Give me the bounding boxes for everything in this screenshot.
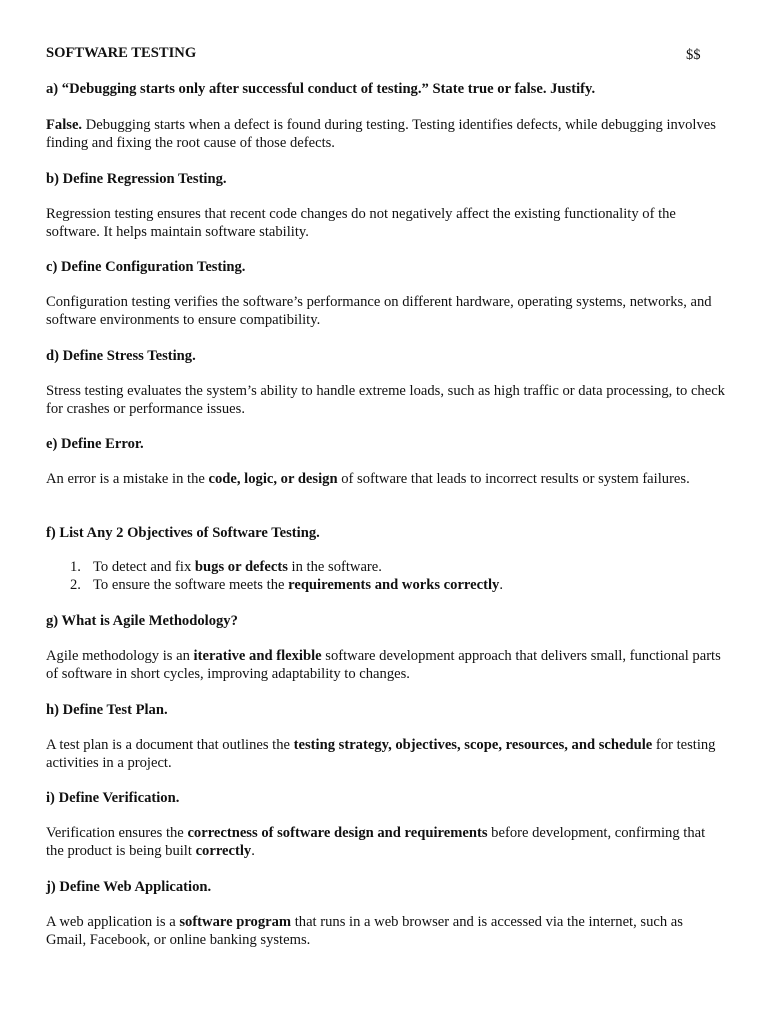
answer-j xyxy=(46,913,726,949)
question-i: i) Define Verification. xyxy=(46,790,180,806)
list-text-pre: To detect and fix xyxy=(93,559,195,575)
list-number: 1. xyxy=(70,559,81,575)
answer-i-bold: correctness of software design and requirements xyxy=(187,825,488,841)
document-tag: $$ xyxy=(686,47,701,63)
answer-i-text-end: . xyxy=(251,843,255,859)
question-e: e) Define Error. xyxy=(46,436,144,452)
answer-i-bold-2: correctly xyxy=(195,843,252,859)
question-h: h) Define Test Plan. xyxy=(46,702,168,718)
list-text-bold: bugs or defects xyxy=(194,559,288,575)
list-text xyxy=(93,558,382,576)
answer-e-text-end: of software that leads to incorrect results or system failures. xyxy=(337,471,690,487)
answer-j-bold: software program xyxy=(179,914,292,930)
answer-a-text: Debugging starts when a defect is found during testing. Testing identifies defects, while debugging involves finding and fixing the root cause of those defects. xyxy=(46,117,716,151)
list-text xyxy=(93,576,503,594)
answer-e-text: An error is a mistake in the xyxy=(46,471,209,487)
list-number: 2. xyxy=(70,577,81,593)
answer-i-text: Verification ensures the xyxy=(46,825,188,841)
question-f: f) List Any 2 Objectives of Software Testing. xyxy=(46,525,320,541)
answer-i xyxy=(46,824,726,860)
answer-e-bold: code, logic, or design xyxy=(208,471,338,487)
answer-g xyxy=(46,647,726,683)
answer-g-text: Agile methodology is an xyxy=(46,648,194,664)
question-c: c) Define Configuration Testing. xyxy=(46,259,246,275)
answer-b: Regression testing ensures that recent code changes do not negatively affect the existing functionality of the software. It helps maintain software stability. xyxy=(46,206,676,240)
list-text-pre: To ensure the software meets the xyxy=(93,577,289,593)
list-text-post: in the software. xyxy=(287,559,382,575)
document-title: SOFTWARE TESTING xyxy=(46,45,197,61)
answer-h xyxy=(46,736,726,772)
answer-c: Configuration testing verifies the software’s performance on different hardware, operating systems, networks, and software environments to ensure compatibility. xyxy=(46,294,712,328)
answer-i-text-mid: before development, confirming that the product is being built xyxy=(46,825,706,859)
answer-j-text-end: that runs in a web browser and is accessed via the internet, such as Gmail, Facebook, or online banking systems. xyxy=(46,914,683,948)
list-text-bold: requirements and works correctly xyxy=(288,577,500,593)
answer-a xyxy=(46,116,726,152)
question-b: b) Define Regression Testing. xyxy=(46,171,227,187)
question-g: g) What is Agile Methodology? xyxy=(46,613,238,629)
answer-g-bold: iterative and flexible xyxy=(193,648,322,664)
answer-g-text-end: software development approach that delivers small, functional parts of software in short cycles, improving adaptability to changes. xyxy=(46,648,721,682)
answer-h-text-end: for testing activities in a project. xyxy=(46,737,716,771)
answer-j-text: A web application is a xyxy=(46,914,180,930)
question-a: a) “Debugging starts only after successful conduct of testing.” State true or false. Justify. xyxy=(46,81,596,97)
answer-a-lead: False. xyxy=(46,117,83,133)
answer-e xyxy=(46,470,726,488)
answer-d: Stress testing evaluates the system’s ability to handle extreme loads, such as high traffic or data processing, to check for crashes or performance issues. xyxy=(46,383,725,417)
answer-h-text: A test plan is a document that outlines the xyxy=(46,737,294,753)
answer-h-bold: testing strategy, objectives, scope, resources, and schedule xyxy=(293,737,653,753)
question-d: d) Define Stress Testing. xyxy=(46,348,196,364)
question-j: j) Define Web Application. xyxy=(46,879,212,895)
list-text-post: . xyxy=(499,577,503,593)
